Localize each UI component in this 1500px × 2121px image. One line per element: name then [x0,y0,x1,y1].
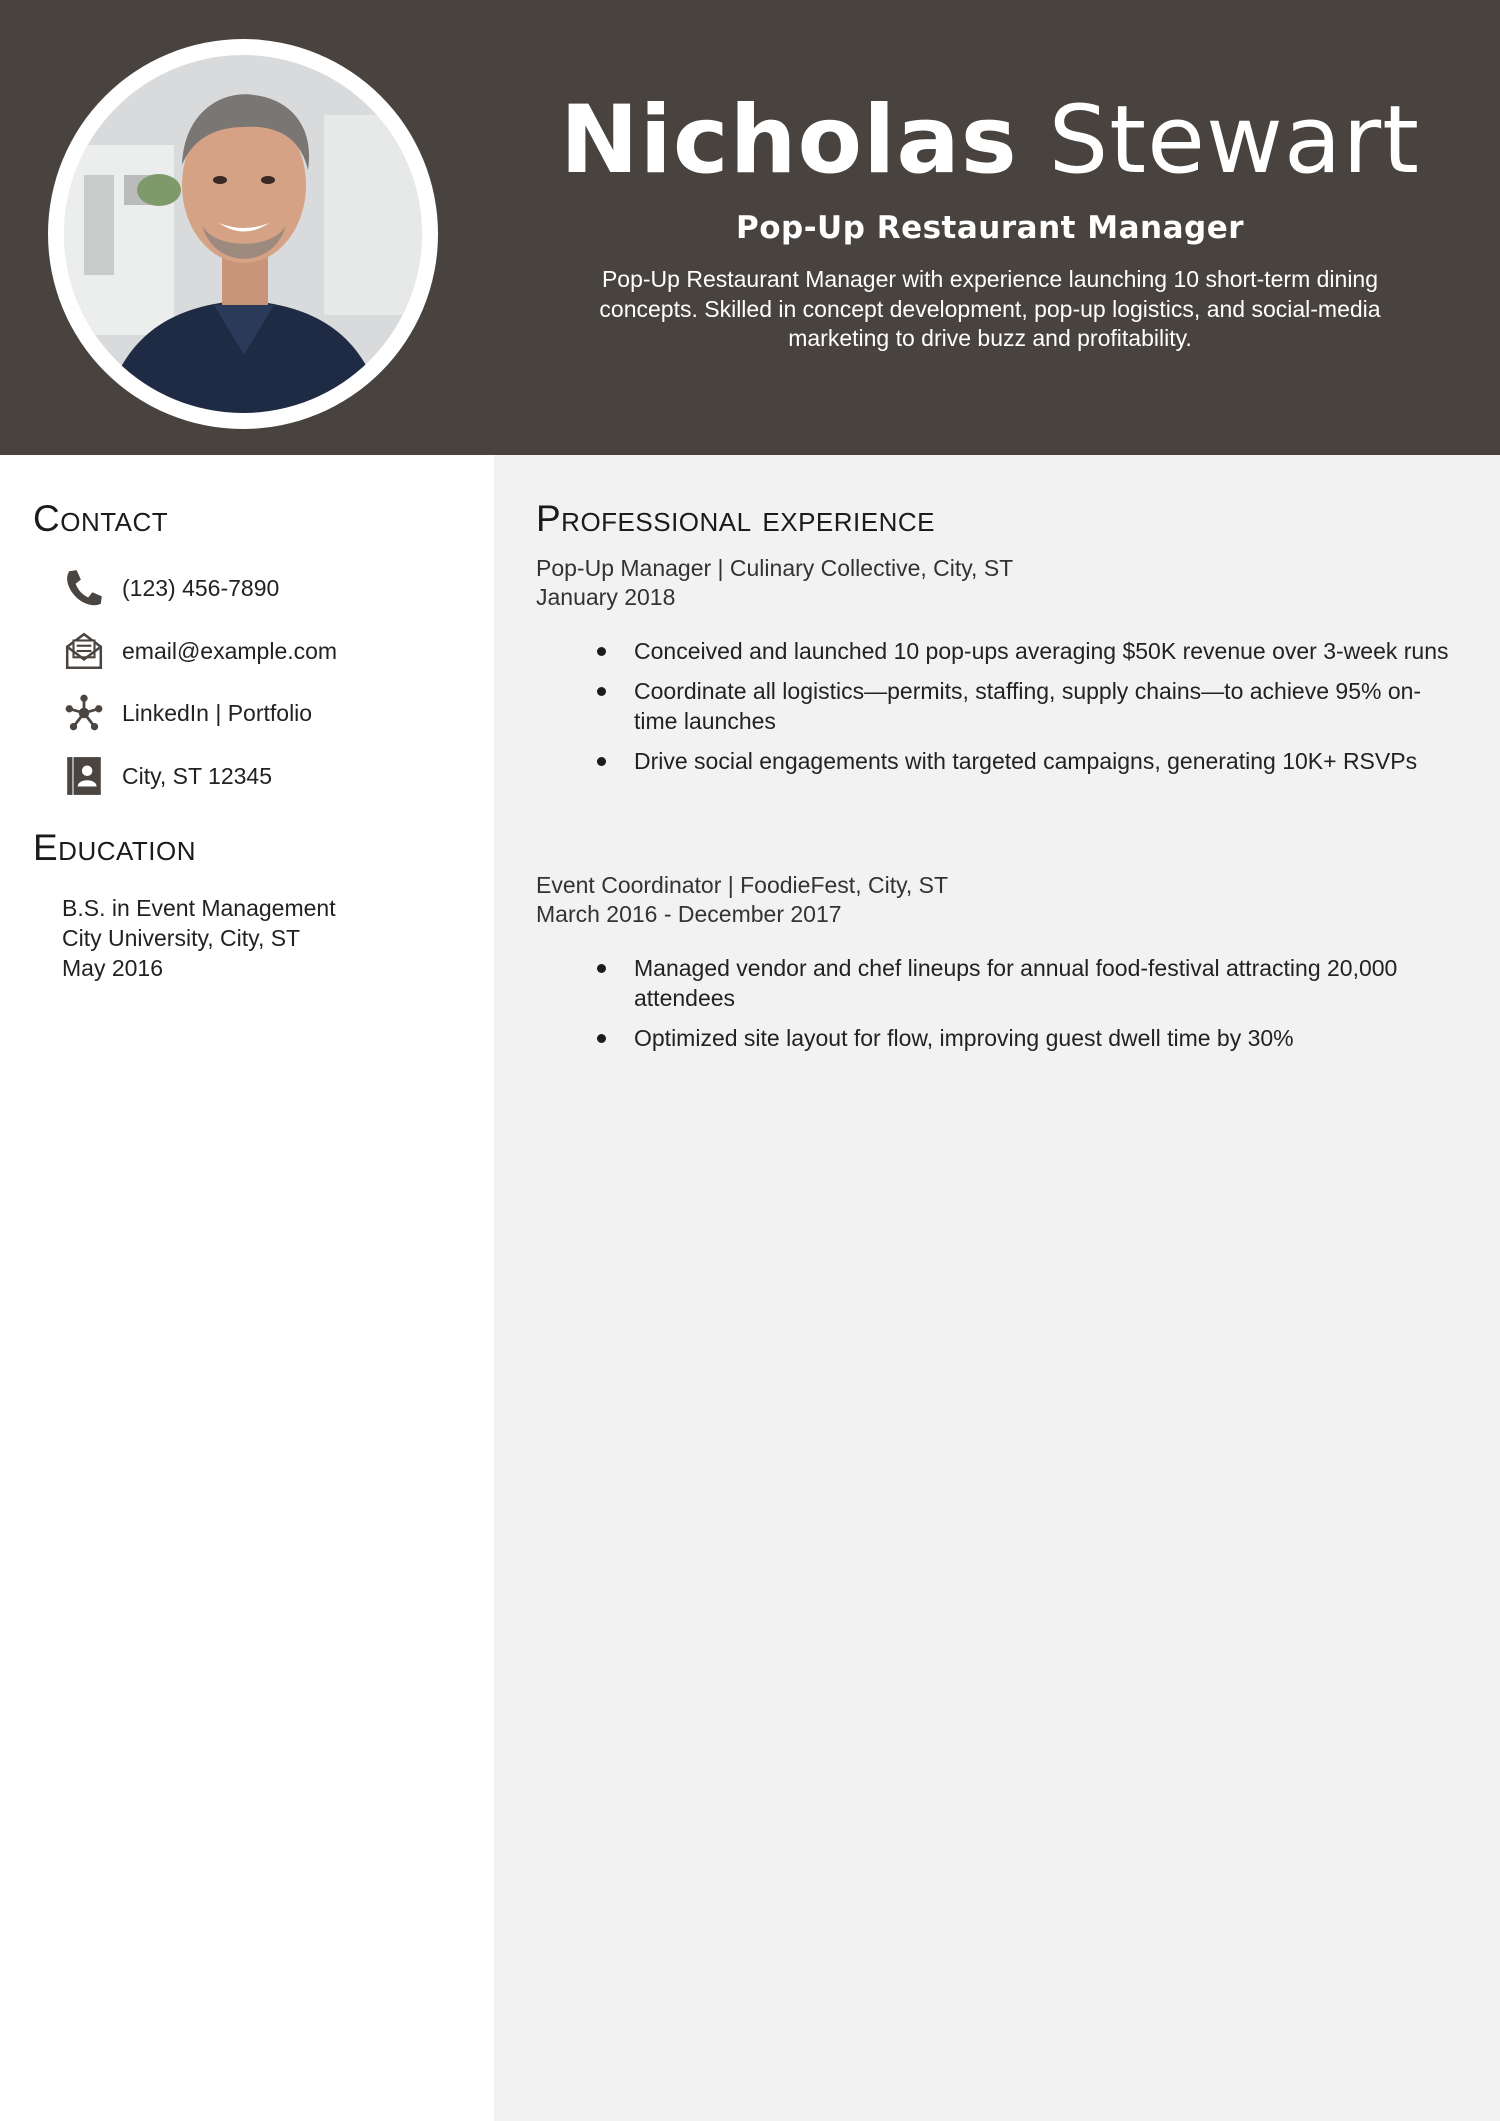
candidate-name [540,86,1440,196]
bullet-text: Conceived and launched 10 pop-ups averaging $50K revenue over 3-week runs [634,638,1449,664]
bullet-dot [597,687,606,696]
bullet-dot [597,964,606,973]
address-text: City, ST 12345 [122,762,273,789]
list-item [595,746,1450,776]
bullet-text: Managed vendor and chef lineups for annual food-festival attracting 20,000 attendees [634,955,1398,1011]
bullet-dot [597,1034,606,1043]
education-school: City University, City, ST [62,925,301,951]
education-heading: Education [33,827,197,868]
phone-icon [62,566,106,610]
first-name: Nicholas [560,86,1018,195]
job-2-bullets [595,953,1450,1053]
bullet-dot [597,647,606,656]
education-degree: B.S. in Event Management [62,895,336,921]
contact-phone [62,565,279,611]
address-icon [62,754,106,798]
list-item [595,636,1450,666]
education-date: May 2016 [62,955,164,981]
list-item [595,676,1450,736]
experience-heading: Professional experience [536,498,935,539]
contact-links [62,690,312,736]
bullet-text: Optimized site layout for flow, improving guest dwell time by 30% [634,1025,1294,1051]
bullet-text: Coordinate all logistics—permits, staffing, supply chains—to achieve 95% on-time launches [634,678,1422,734]
job-1-dates: January 2018 [536,584,676,610]
profile-photo-frame [48,39,438,429]
list-item [595,953,1450,1013]
contact-heading: Contact [33,498,169,539]
contact-address [62,753,272,799]
email-text: email@example.com [122,637,338,664]
job-2-dates: March 2016 - December 2017 [536,901,842,927]
header-banner [0,0,1500,455]
links-text: LinkedIn | Portfolio [122,699,313,726]
network-icon [62,691,106,735]
email-icon [62,629,106,673]
last-name: Stewart [1048,86,1420,195]
profile-summary: Pop-Up Restaurant Manager with experience launching 10 short-term dining concepts. Skilled in concept development, pop-up logistics, and social-media marketing to drive buzz and profitability. [599,266,1381,351]
job-title: Pop-Up Restaurant Manager [735,210,1245,246]
profile-photo [64,55,422,413]
contact-email [62,628,337,674]
job-1-bullets [595,636,1450,776]
phone-text: (123) 456-7890 [122,574,280,601]
bullet-dot [597,757,606,766]
list-item [595,1023,1450,1053]
job-2-role: Event Coordinator | FoodieFest, City, ST [536,872,949,898]
job-1-role: Pop-Up Manager | Culinary Collective, City, ST [536,555,1014,581]
bullet-text: Drive social engagements with targeted campaigns, generating 10K+ RSVPs [634,748,1418,774]
